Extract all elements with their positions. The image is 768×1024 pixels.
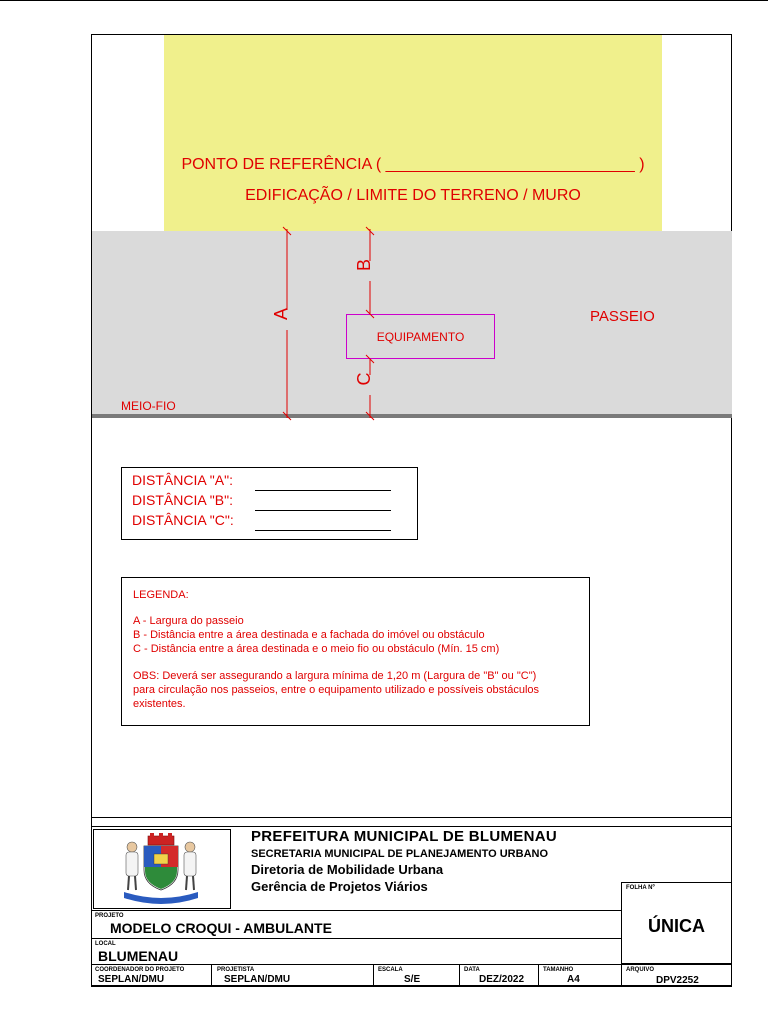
date-cell (459, 964, 539, 987)
city-crest-icon (94, 830, 230, 908)
distance-b-blank (255, 510, 391, 511)
secretariat-title: SECRETARIA MUNICIPAL DE PLANEJAMENTO URBANO (251, 848, 549, 860)
legend-item-b: B - Distância entre a área destinada e a fachada do imóvel ou obstáculo (133, 629, 485, 641)
distance-a-blank (255, 490, 391, 491)
coordinator-cell (91, 964, 212, 987)
directorate-title: Diretoria de Mobilidade Urbana (251, 862, 444, 877)
size-value: A4 (567, 974, 580, 985)
designer-label: PROJETISTA (217, 967, 255, 973)
scale-value: S/E (404, 974, 421, 985)
legend-box (121, 577, 590, 726)
logo-cell (93, 829, 231, 909)
distance-c-blank (255, 530, 391, 531)
building-limit-label: EDIFICAÇÃO / LIMITE DO TERRENO / MURO (245, 187, 581, 204)
legend-item-a: A - Largura do passeio (133, 615, 244, 627)
title-block-separator (91, 817, 732, 818)
location-cell (91, 938, 622, 965)
distance-b-label: DISTÂNCIA "B": (132, 492, 233, 508)
designer-cell (211, 964, 374, 987)
legend-obs-line-2: para circulação nos passeios, entre o equipamento utilizado e possíveis obstáculos (133, 684, 540, 696)
project-cell (91, 910, 622, 939)
date-label: DATA (464, 967, 480, 973)
legend-item-c: C - Distância entre a área destinada e o meio fio ou obstáculo (Mín. 15 cm) (133, 643, 500, 655)
legend-title: LEGENDA: (133, 589, 189, 601)
distances-box (121, 467, 418, 540)
organization-title: PREFEITURA MUNICIPAL DE BLUMENAU (251, 828, 557, 845)
sheet-value: ÚNICA (648, 916, 705, 936)
file-value: DPV2252 (656, 975, 699, 986)
reference-point-label: PONTO DE REFERÊNCIA ( ____________________________ ) (181, 156, 645, 173)
coordinator-value: SEPLAN/DMU (98, 974, 165, 985)
legend-obs-line-1: OBS: Deverá ser assegurando a largura mínima de 1,20 m (Largura de "B" ou "C") (133, 670, 537, 682)
sheet-cell (621, 882, 732, 964)
curb-label: MEIO-FIO (121, 399, 176, 413)
scale-cell (373, 964, 460, 987)
coordinator-label: COORDENADOR DO PROJETO (95, 967, 185, 973)
file-cell (621, 964, 732, 987)
equipment-label: EQUIPAMENTO (376, 329, 465, 344)
file-label: ARQUIVO (626, 967, 655, 973)
project-value: MODELO CROQUI - AMBULANTE (110, 920, 332, 936)
sheet-label: FOLHA Nº (626, 885, 655, 891)
dimension-a-label: A (271, 307, 291, 321)
legend-obs-line-3: existentes. (133, 698, 186, 710)
distance-a-label: DISTÂNCIA "A": (132, 472, 233, 488)
dimension-b-label: B (354, 258, 374, 272)
location-value: BLUMENAU (98, 948, 179, 964)
size-label: TAMANHO (543, 967, 574, 973)
location-label: LOCAL (95, 941, 116, 947)
dimension-c-label: C (354, 372, 374, 386)
date-value: DEZ/2022 (479, 974, 525, 985)
distance-c-label: DISTÂNCIA "C": (132, 512, 234, 528)
sidewalk-label: PASSEIO (590, 308, 655, 325)
designer-value: SEPLAN/DMU (224, 974, 291, 985)
size-cell (538, 964, 622, 987)
management-title: Gerência de Projetos Viários (251, 879, 428, 894)
scale-label: ESCALA (378, 967, 403, 973)
project-label: PROJETO (95, 913, 124, 919)
